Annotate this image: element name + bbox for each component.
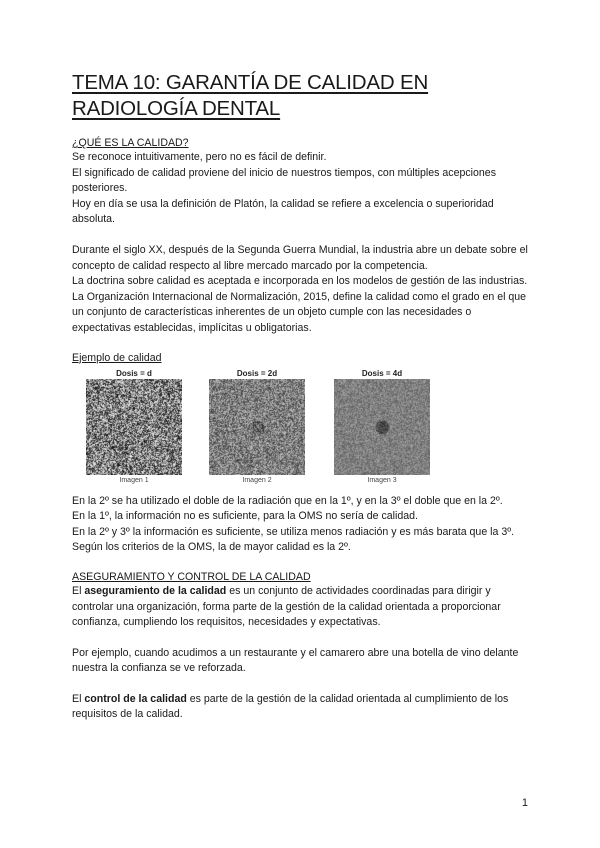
paragraph: El significado de calidad proviene del inicio de nuestros tiempos, con múltiples acepciones posteriores. bbox=[72, 166, 496, 195]
paragraph: La doctrina sobre calidad es aceptada e incorporada en los modelos de gestión de las industrias. bbox=[72, 275, 528, 288]
paragraph: El control de la calidad es parte de la gestión de la calidad orientada al cumplimiento de los requisitos de la calidad. bbox=[72, 692, 509, 721]
dose-label: Dosis = d bbox=[116, 368, 152, 378]
bold-term: control de la calidad bbox=[84, 692, 187, 705]
paragraph: Se reconoce intuitivamente, pero no es fácil de definir. bbox=[72, 151, 327, 163]
noise-image bbox=[86, 379, 182, 475]
section-heading-ejemplo: Ejemplo de calidad bbox=[72, 351, 162, 364]
image-caption: Imagen 3 bbox=[367, 476, 397, 484]
dose-label: Dosis = 2d bbox=[236, 368, 278, 378]
bold-term: aseguramiento de la calidad bbox=[84, 584, 227, 597]
noise-image bbox=[209, 379, 305, 475]
paragraph: Hoy en día se usa la definición de Platón, la calidad se refiere a excelencia o superioridad absoluta. bbox=[72, 197, 494, 226]
paragraph: En la 2º y 3º la información es suficiente, se utiliza menos radiación y es más barata que la 3º. bbox=[72, 525, 515, 538]
example-image-2 bbox=[209, 369, 305, 484]
example-figure bbox=[72, 369, 528, 494]
example-image-3 bbox=[334, 369, 430, 484]
image-caption: Imagen 2 bbox=[242, 476, 272, 484]
page-title: TEMA 10: GARANTÍA DE CALIDAD EN RADIOLOGÍA DENTAL bbox=[72, 71, 429, 120]
document-page bbox=[72, 70, 528, 723]
dose-label: Dosis = 4d bbox=[361, 368, 403, 378]
section-heading-calidad: ¿QUÉ ES LA CALIDAD? bbox=[72, 137, 189, 149]
paragraph: En la 1º, la información no es suficiente, para la OMS no sería de calidad. bbox=[72, 510, 418, 523]
paragraph: Durante el siglo XX, después de la Segunda Guerra Mundial, la industria abre un debate sobre el concepto de calidad respecto al libre mercado marcado por la competencia. bbox=[72, 243, 528, 272]
paragraph: El aseguramiento de la calidad es un conjunto de actividades coordinadas para dirigir y controlar una organización, forma parte de la gestión de la calidad orientada a proporcionar confianza, cumpliendo los requisitos, necesidades y expectativas. bbox=[72, 584, 501, 629]
noise-image bbox=[334, 379, 430, 475]
example-image-1 bbox=[86, 369, 182, 484]
paragraph: Por ejemplo, cuando acudimos a un restaurante y el camarero abre una botella de vino delante nuestra la confianza se ve reforzada. bbox=[72, 646, 519, 675]
paragraph: La Organización Internacional de Normalización, 2015, define la calidad como el grado en el que un conjunto de características inherentes de un objeto cumple con las necesidades o expectativas establecidas, implícitas u obligatorias. bbox=[72, 290, 527, 334]
paragraph: En la 2º se ha utilizado el doble de la radiación que en la 1º, y en la 3º el doble que en la 2º. bbox=[72, 494, 503, 507]
page-number: 1 bbox=[521, 797, 528, 809]
paragraph: Según los criterios de la OMS, la de mayor calidad es la 2º. bbox=[72, 541, 351, 554]
image-caption: Imagen 1 bbox=[119, 476, 149, 484]
section-heading-aseguramiento: ASEGURAMIENTO Y CONTROL DE LA CALIDAD bbox=[72, 570, 311, 583]
